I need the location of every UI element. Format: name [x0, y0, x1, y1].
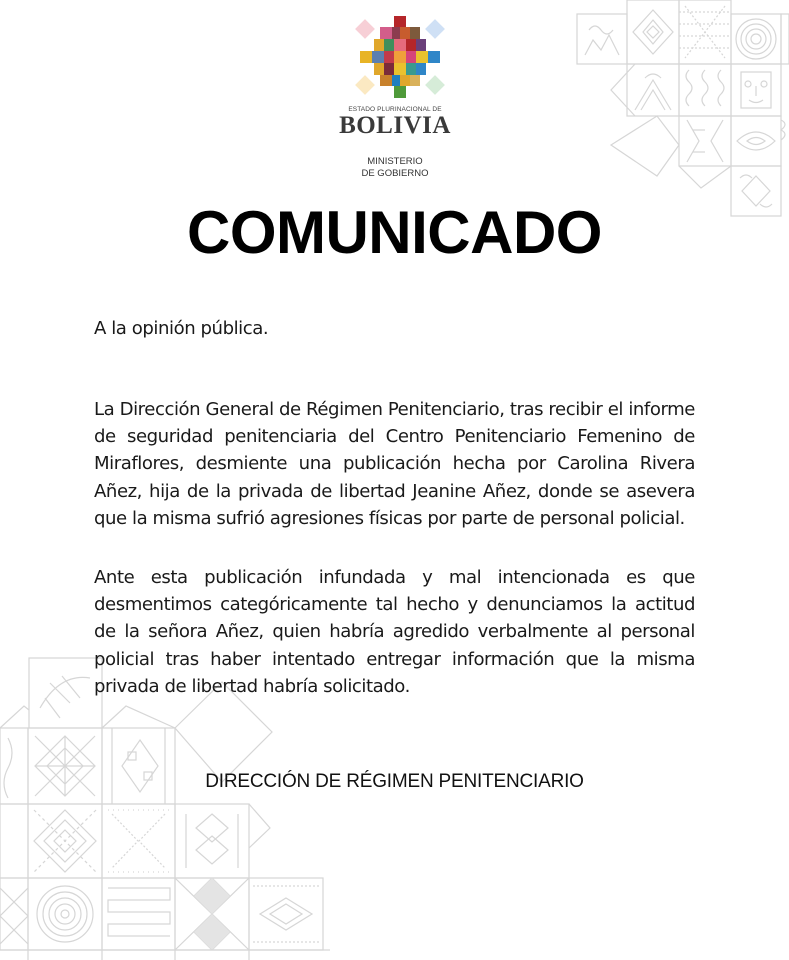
signature: DIRECCIÓN DE RÉGIMEN PENITENCIARIO: [205, 771, 584, 792]
bolivia-chakana-mosaic-icon: [350, 12, 450, 102]
ministry-line-1: MINISTERIO: [367, 156, 423, 167]
country-label: BOLIVIA: [339, 112, 451, 139]
top-right-textile-pattern: [575, 0, 789, 220]
greeting: A la opinión pública.: [94, 318, 269, 339]
page-title: COMUNICADO: [187, 199, 602, 266]
ministry-line-2: DE GOBIERNO: [361, 168, 429, 179]
ministry-label: [340, 156, 450, 180]
paragraph-2: Ante esta publicación infundada y mal intencionada es que desmentimos categóricamente tal hecho y denunciamos la actitud de la señora Añez, quien habría agredido verbalmente al personal policial tras haber intentado entregar información que la misma privada de libertad habría solicitado.: [94, 567, 695, 697]
estado-label: ESTADO PLURINACIONAL DE: [348, 106, 442, 113]
paragraph-1: La Dirección General de Régimen Penitenciario, tras recibir el informe de seguridad penitenciaria del Centro Penitenciario Femenino de Miraflores, desmiente una publicación hecha por Carolina Rivera Añez, hija de la privada de libertad Jeanine Añez, donde se asevera que la misma sufrió agresiones físicas por parte de personal policial.: [94, 399, 695, 529]
